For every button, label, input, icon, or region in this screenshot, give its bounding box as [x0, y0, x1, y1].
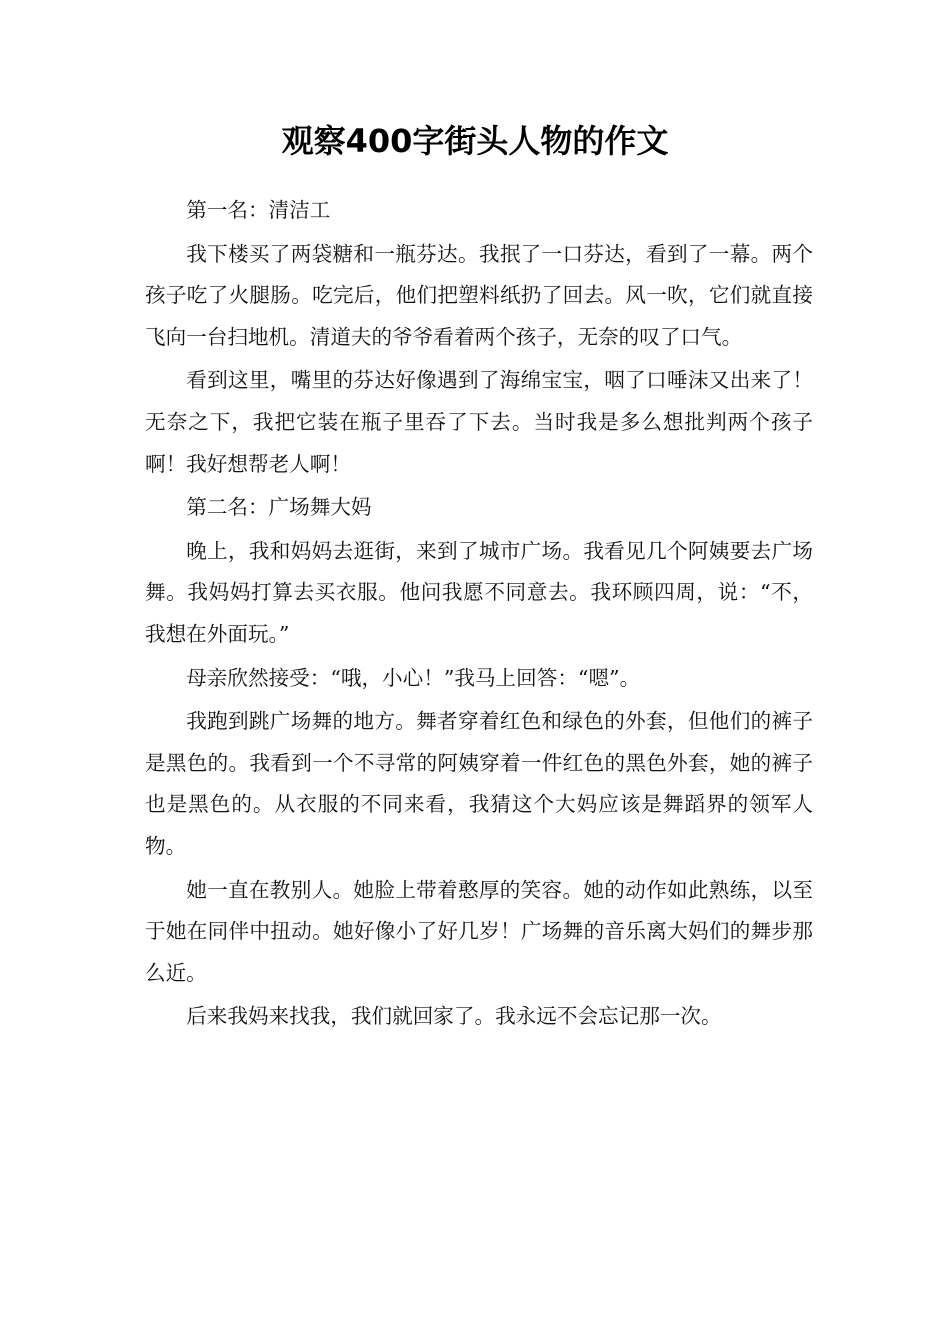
paragraph: 看到这里，嘴里的芬达好像遇到了海绵宝宝，咽了口唾沫又出来了！无奈之下，我把它装在瓶子里吞了下去。当时我是多么想批判两个孩子啊！我好想帮老人啊！ — [145, 368, 813, 476]
section-heading-2: 第二名：广场舞大妈 — [186, 495, 372, 520]
paragraph: 晚上，我和妈妈去逛街，来到了城市广场。我看见几个阿姨要去广场舞。我妈妈打算去买衣服。他问我愿不同意去。我环顾四周，说：“不，我想在外面玩。” — [145, 538, 813, 646]
paragraph: 母亲欣然接受：“哦，小心！”我马上回答：“嗯”。 — [186, 665, 641, 690]
document-title: 观察400字街头人物的作文 — [281, 122, 669, 160]
paragraph: 我跑到跳广场舞的地方。舞者穿着红色和绿色的外套，但他们的裤子是黑色的。我看到一个不寻常的阿姨穿着一件红色的黑色外套，她的裤子也是黑色的。从衣服的不同来看，我猜这个大妈应该是舞蹈界的领军人物。 — [145, 709, 813, 858]
paragraph: 我下楼买了两袋糖和一瓶芬达。我抿了一口芬达，看到了一幕。两个孩子吃了火腿肠。吃完后，他们把塑料纸扔了回去。风一吹，它们就直接飞向一台扫地机。清道夫的爷爷看着两个孩子，无奈的叹了口气。 — [145, 241, 813, 349]
document-body — [145, 190, 813, 1038]
section-heading-1: 第一名：清洁工 — [186, 198, 331, 222]
paragraph: 后来我妈来找我，我们就回家了。我永远不会忘记那一次。 — [186, 1004, 722, 1029]
paragraph: 她一直在教别人。她脸上带着憨厚的笑容。她的动作如此熟练，以至于她在同伴中扭动。她好像小了好几岁！广场舞的音乐离大妈们的舞步那么近。 — [145, 877, 813, 985]
